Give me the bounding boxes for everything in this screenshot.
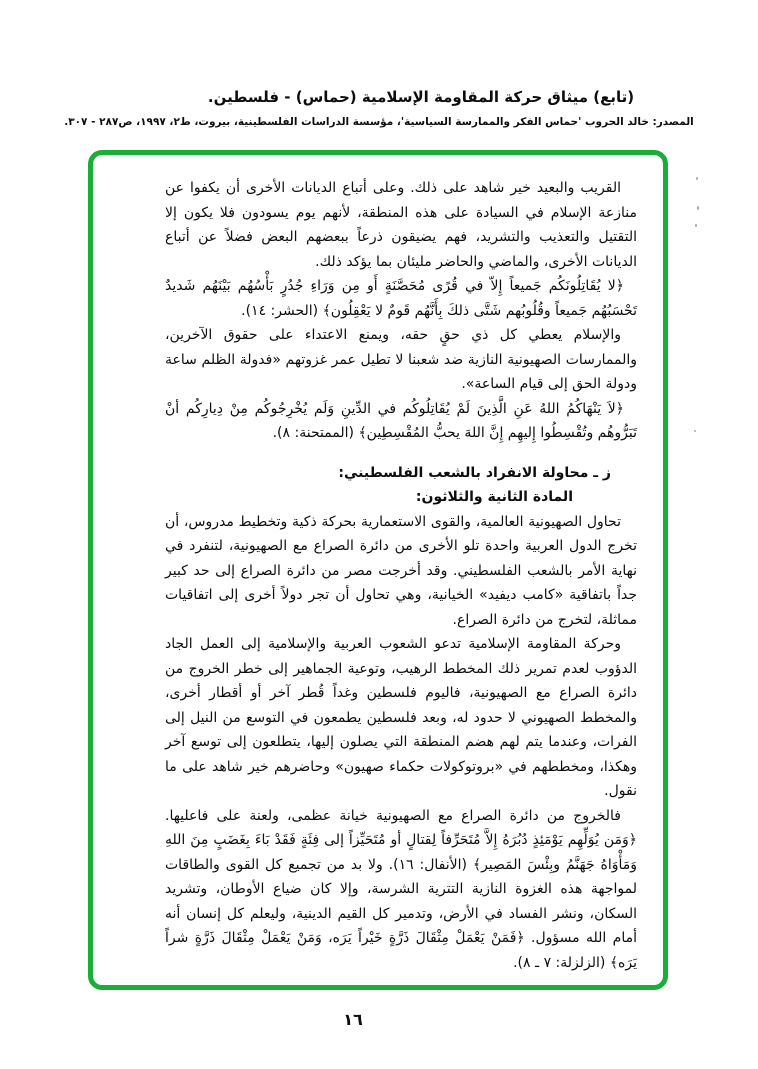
quran-verse: ﴿لا يُقَاتِلُونَكُم جَميعاً إِلاّ في قُرًى مُحَصَّنَةٍ أَو مِن وَرَاءِ جُدُرٍ بَأْسُهُم بَيْنَهُم شَديدٌ تَحْسَبُهُم جَميعاً وقُلُوبُهم شَتَّى ذلكَ بِأَنَّهُم قَومٌ لا يَعْقِلُون﴾ (الحشر: ١٤). (165, 278, 637, 319)
body-paragraph: والإسلام يعطي كل ذي حقٍ حقه، ويمنع الاعتداء على حقوق الآخرين، والممارسات الصهيونية النازية ضد شعبنا لا تطيل عمر غزوتهم «فدولة الظلم ساعة ودولة الحق إلى قيام الساعة». (165, 327, 637, 392)
document-body (93, 155, 663, 975)
section-heading: ز ـ محاولة الانفراد بالشعب الفلسطيني: (338, 464, 611, 481)
body-paragraph: تحاول الصهيونية العالمية، والقوى الاستعمارية بحركة ذكية وتخطيط مدروس، أن تخرج الدول العربية واحدة تلو الأخرى من دائرة الصراع مع الصهيونية، لتنفرد في نهاية الأمر بالشعب الفلسطيني. وقد أخرجت مصر من دائرة الصراع إلى حد كبير جداً باتفاقية «كامب ديفيد» الخيانية، وهي تحاول أن تجر دولاً أخرى إلى اتفاقيات مماثلة، لتخرج من دائرة الصراع. (165, 513, 637, 628)
page-number: ١٦ (343, 1010, 363, 1029)
body-paragraph: وحركة المقاومة الإسلامية تدعو الشعوب العربية والإسلامية إلى العمل الجاد الدؤوب لعدم تمرير ذلك المخطط الرهيب، وتوعية الجماهير إلى خطر الخروج من دائرة الصراع مع الصهيونية، فاليوم فلسطين وغداً قُطر آخر أو أقطار أخرى، والمخطط الصهيوني لا حدود له، وبعد فلسطين يطمعون في التوسع من النيل إلى الفرات، وعندما يتم لهم هضم المنطقة التي يصلون إليها، يتطلعون إلى توسع آخر وهكذا، ومخططهم في «بروتوكولات حكماء صهيون» وحاضرهم خير شاهد على ما نقول. (165, 636, 637, 799)
source-citation: المصدر: خالد الحروب 'حماس الفكر والممارسة السياسية'، مؤسسة الدراسات الفلسطينية، بيروت، ط٢، ١٩٩٧، ص٢٨٧ - ٣٠٧. (64, 116, 694, 128)
scan-speck (695, 224, 697, 227)
body-paragraph: القريب والبعيد خير شاهد على ذلك. وعلى أتباع الديانات الأخرى أن يكفوا عن منازعة الإسلام في السيادة على هذه المنطقة، لأنهم يوم يسودون فلا يكون إلا التقتيل والتعذيب والتشريد، فهم يضيقون ذرعاً ببعضهم البعض فضلاً عن أتباع الديانات الأخرى، والماضي والحاضر مليئان بما يؤكد ذلك. (165, 180, 637, 270)
article-heading: المادة الثانية والثلاثون: (415, 489, 573, 505)
scan-speck (696, 177, 698, 180)
body-paragraph: فالخروج من دائرة الصراع مع الصهيونية خيانة عظمى، ولعنة على فاعليها. ﴿وَمَن يُوَلِّهِم يَوْمَئِذٍ دُبُرَهُ إِلاَّ مُتَحَرِّفاً لِقتالٍ أو مُتَحَيِّزاً إلى فِئَةٍ فَقَدْ بَاءَ بِغَضَبٍ مِنَ اللهِ وَمَأْوَاهُ جَهَنَّمُ وبِئْسَ المَصِير﴾ (الأنفال: ١٦). ولا بد من تجميع كل القوى والطاقات لمواجهة هذه الغزوة النازية التترية الشرسة، وإلا كان ضياع الأوطان، وتشريد السكان، ونشر الفساد في الأرض، وتدمير كل القيم الدينية، وليعلم كل إنسان أنه أمام الله مسؤول. ﴿فَمَنْ يَعْمَلْ مِثْقَالَ ذَرَّةٍ خَيْراً يَرَه، وَمَنْ يَعْمَلْ مِثْقَالَ ذَرَّةٍ شراً يَرَه﴾ (الزلزلة: ٧ ـ ٨). (165, 807, 638, 971)
scan-speck (694, 430, 696, 432)
quran-verse: ﴿لاَ يَنْهَاكُمُ اللهُ عَنِ الَّذِينَ لَمْ يُقَاتِلُوكُم في الدِّينِ وَلَم يُخْرِجُوكُم مِنْ دِيارِكُم أنْ تَبَرُّوهُم وتُقْسِطُوا إِليهِم إِنَّ اللهَ يحبُّ المُقْسِطِين﴾ (الممتحنة: ٨). (165, 400, 637, 441)
scan-speck (697, 206, 699, 210)
green-border-frame (88, 150, 668, 990)
page-title: (تابع) ميثاق حركة المقاومة الإسلامية (حماس) - فلسطين. (207, 88, 635, 106)
